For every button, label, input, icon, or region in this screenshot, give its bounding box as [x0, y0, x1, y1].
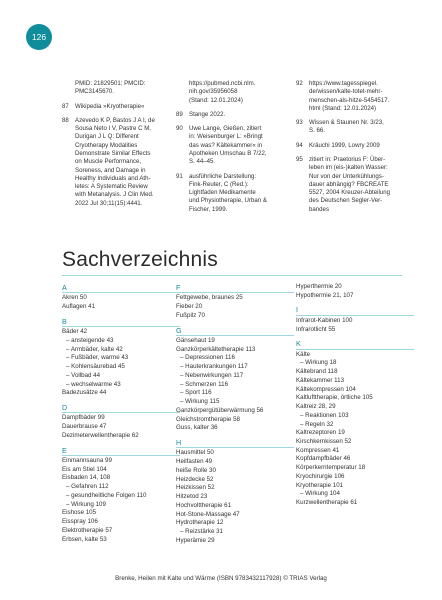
index-subentry: – wechselwarme 43: [66, 380, 121, 388]
reference-number: 89: [176, 110, 183, 118]
reference-text: Wissen & Staunen Nr. 3/23, S. 66.: [309, 119, 384, 135]
reference-number: 92: [296, 80, 303, 87]
index-entry: Kälte: [296, 350, 311, 358]
index-entry: Heizdecke 52: [176, 475, 214, 483]
index-letter-group: [62, 283, 180, 312]
index-subentry: – Kohlensäurebad 45: [66, 363, 125, 371]
index-entry: Kältekompressen 104: [296, 385, 356, 393]
reference-text: Kräuchi 1999, Lowry 2009: [309, 141, 380, 149]
index-entry: Hyperthermie 20: [296, 283, 342, 290]
reference-number: 93: [296, 119, 303, 127]
references-column-2: [176, 80, 276, 220]
reference-number: 91: [176, 172, 183, 180]
index-letter-heading: D: [62, 403, 180, 413]
index-letter-group: [62, 403, 180, 441]
title-divider: [62, 275, 402, 276]
index-entry: Körperkerntemperatur 18: [296, 464, 366, 472]
page-number: 126: [31, 32, 47, 42]
index-entry: Hyperämie 29: [176, 536, 215, 544]
index-entry: Hitzetod 23: [176, 493, 208, 501]
index-entry: Bäder 42: [62, 328, 88, 336]
index-entry: Dauerbrause 47: [62, 423, 107, 431]
index-subentry: – Wirkung 104: [300, 490, 340, 498]
reference-text: ausführliche Darstellung: Fink-Reuter, C (Red.): Lightfaden Medikamente und Physiotherapie, Urban & Fischer, 1999.: [189, 172, 267, 213]
index-entry: Kältebrand 118: [296, 368, 338, 376]
reference-text: Azevedo K P, Bastos J A I, de Sousa Neto I V, Pastre C M, Durigan J L Q: Different Cryotherapy Modalities Demonstrate Similar Effects on Muscle Performance, Soreness, and Damage in Healthy Individuals and Ath- letes: A Systematic Review with Metanalysis. J Clin Med. 2022 Jul 30;11(15):4441.: [75, 116, 155, 207]
reference-item: [176, 173, 276, 214]
index-entry: Kältekammer 113: [296, 376, 345, 384]
reference-number: 90: [176, 125, 183, 133]
index-entry: Dampfbäder 99: [62, 414, 105, 422]
index-entry: Einmannsauna 99: [62, 456, 112, 464]
reference-number: 94: [296, 141, 303, 149]
reference-text: https://pubmed.ncbi.nlm. nih.gov/35956058 (Stand: 12.01.2024): [189, 80, 256, 104]
index-subentry: – Vollbad 44: [66, 371, 101, 379]
index-subentry: – Fußbäder, warme 43: [66, 354, 129, 362]
reference-item: [62, 103, 158, 111]
index-letter-heading: E: [62, 446, 180, 456]
footer-credit: Brenke, Heilen mit Kalte und Wärme (ISBN 9783432117928) © TRIAS Verlag: [115, 575, 327, 582]
index-entry: Gleichstromtherapie 58: [176, 415, 240, 423]
index-subentry: – Schmerzen 116: [180, 380, 229, 388]
index-subentry: – Gefahren 112: [66, 483, 109, 491]
index-entry: Auflagen 41: [62, 303, 96, 311]
index-letter-heading: A: [62, 283, 180, 293]
index-column-3: [296, 283, 414, 513]
index-entry: Badezusätze 44: [62, 389, 107, 397]
index-entry: heiße Rolle 30: [176, 466, 216, 474]
reference-text: Uwe Lange, Gießen, zitiert in: Weisenburger L: »Bringt das was? Kältekammer« in Apotheken Umschau B 7/22, S. 44–45.: [189, 125, 267, 166]
reference-text: PMID: 21829501; PMCID: PMC3145670.: [75, 80, 146, 96]
index-letter-group: [176, 326, 294, 433]
index-letter-heading: K: [296, 339, 414, 349]
reference-number: 87: [62, 102, 69, 110]
index-letter-heading: F: [176, 283, 294, 293]
reference-item: [176, 125, 276, 166]
index-subentry: – Depressionen 116: [180, 354, 235, 362]
index-entry: Kryotherapie 101: [296, 481, 344, 489]
index-subentry: – ansteigende 43: [66, 336, 114, 344]
index-letter-heading: G: [176, 326, 294, 336]
index-subentry: – Reizstärke 31: [180, 527, 223, 535]
index-entry: Kaltlufttherapie, örtliche 105: [296, 394, 373, 402]
index-column-1: [62, 283, 180, 549]
index-entry: Ganzkörpergütüberwärmung 56: [176, 406, 264, 414]
index-entry: Hydrotherapie 12: [176, 519, 224, 527]
index-subentry: – Nebenwirkungen 117: [180, 371, 244, 379]
reference-text: Stange 2022.: [189, 110, 226, 118]
reference-number: 88: [62, 116, 69, 124]
index-entry: Kopfdampfbäder 46: [296, 455, 351, 463]
index-entry: Fußpilz 70: [176, 311, 205, 319]
index-entry: Akren 50: [62, 294, 87, 302]
index-entry: Kryochirurgie 106: [296, 472, 345, 480]
index-entry: Eisbaden 14, 108: [62, 474, 111, 482]
index-entry: Eishose 105: [62, 509, 97, 517]
reference-item: [176, 80, 276, 105]
index-title: Sachverzeichnis: [62, 248, 218, 271]
index-letter-group: [296, 283, 414, 300]
reference-item: [296, 142, 406, 150]
index-entry: Heizkissen 52: [176, 484, 215, 492]
index-entry: Kaltreiz 28, 29: [296, 403, 336, 411]
index-subentry: – gesundheitliche Folgen 110: [66, 491, 147, 499]
index-subentry: – Reaktionen 103: [300, 411, 349, 419]
index-entry: Infrarot-Kabinen 100: [296, 316, 353, 324]
index-column-2: [176, 283, 294, 550]
reference-text: Wikipedia »Kryotherapie«: [75, 102, 145, 110]
index-entry: Gänsehaut 19: [176, 336, 215, 344]
index-entry: Hypothermie 21, 107: [296, 291, 354, 299]
reference-number: [62, 80, 75, 97]
reference-item: [296, 156, 406, 214]
index-subentry: – Regeln 32: [300, 420, 334, 428]
index-entry: Dezimeterwellentherapie 62: [62, 431, 139, 439]
index-entry: Kirschkernkissen 52: [296, 438, 352, 445]
index-entry: Hochvolttherapie 61: [176, 501, 232, 509]
index-entry: Kompressen 41: [296, 446, 340, 454]
index-entry: Eisspray 106: [62, 518, 98, 526]
index-entry: Hot-Stone-Massage 47: [176, 510, 240, 518]
index-subentry: – Hauterkrankungen 117: [180, 363, 248, 371]
reference-item: [296, 119, 406, 136]
index-letter-heading: H: [176, 438, 294, 448]
index-letter-heading: I: [296, 305, 414, 315]
index-entry: Eis am Stiel 104: [62, 465, 107, 473]
index-subentry: – Armbäder, kalte 42: [66, 345, 123, 353]
index-subentry: – Wirkung 109: [66, 500, 106, 508]
index-letter-group: [296, 339, 414, 508]
references-column-1: [62, 80, 158, 214]
references-column-3: [296, 80, 406, 220]
reference-item: [176, 111, 276, 119]
reference-item: [62, 80, 158, 97]
index-entry: Infrarotlicht 55: [296, 325, 336, 333]
reference-number: [176, 80, 189, 105]
index-subentry: – Wirkung 115: [180, 398, 220, 406]
reference-text: https://www.tagesspiegel. de/wissen/kalte-totet-mehr- menschen-als-hitze-5454517. html (Stand: 12.01.2024): [309, 80, 390, 112]
index-entry: Ganzkörperkältetherapie 113: [176, 345, 256, 353]
index-letter-heading: B: [62, 317, 180, 327]
index-entry: Elektrotherapie 57: [62, 526, 113, 534]
index-entry: Fettgewebe, braunes 25: [176, 294, 243, 302]
index-entry: Heilfasten 49: [176, 458, 213, 466]
index-letter-group: [62, 317, 180, 398]
index-subentry: – Sport 116: [180, 389, 212, 397]
index-subentry: – Wirkung 18: [300, 359, 337, 367]
index-letter-group: [62, 446, 180, 545]
reference-item: [296, 80, 406, 113]
index-entry: Fieber 20: [176, 303, 203, 311]
index-entry: Kaltrezeptoren 19: [296, 429, 345, 437]
index-entry: Erbsen, kalte 53: [62, 535, 107, 543]
index-letter-group: [176, 283, 294, 321]
reference-number: 95: [296, 155, 303, 163]
reference-text: zitiert in: Praetorius F: Über- leben im (eis-)kalten Wasser: Nur von der Unterkühlungs- dauer abhängig? FBCREATE 5527, 2004 Kreuzer-Abteilung des Deutschen Segler-Ver- bandes: [309, 155, 390, 213]
index-entry: Hausmittel 50: [176, 449, 214, 457]
reference-item: [62, 117, 158, 208]
index-entry: Guss, kalter 36: [176, 424, 218, 432]
page-number-badge: [26, 24, 52, 50]
index-letter-group: [176, 438, 294, 545]
index-letter-group: [296, 305, 414, 334]
index-entry: Kurzwellentherapie 61: [296, 499, 358, 507]
